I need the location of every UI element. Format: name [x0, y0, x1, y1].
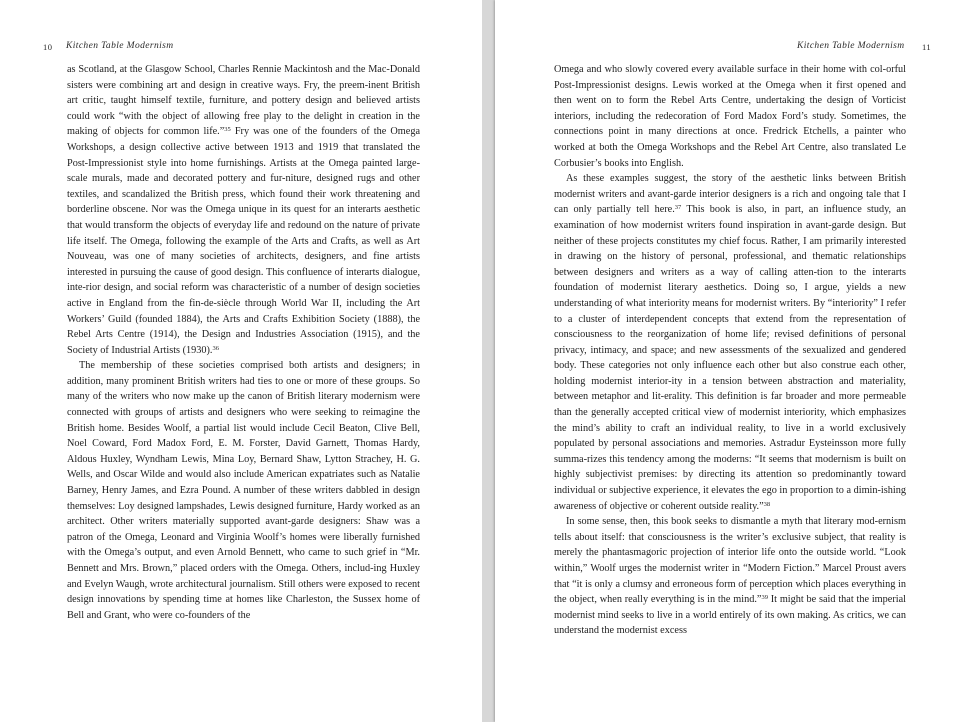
paragraph [554, 171, 906, 514]
text-run: as Scotland, at the Glasgow School, Charles Rennie Mackintosh and the Mac-Donald sisters were combining art and design in creative ways. Fry, the preem-inent British art critic, taught himself textile, furniture, and pottery design and believed artists could work “with the object of allowing free play to the delight in creation in the making of objects for common life.” [67, 64, 420, 138]
text-run: As these examples suggest, the story of the aesthetic links between British modernist writers and avant-garde interior designers is a rich and ongoing tale that I can only partially tell here. [554, 173, 906, 216]
page-gutter [482, 0, 495, 722]
footnote-marker: 35 [224, 126, 231, 134]
paragraph [554, 514, 906, 639]
footnote-marker: 37 [674, 204, 682, 212]
footnote-marker: 38 [763, 500, 771, 508]
text-run: This book is also, in part, an influence study, an examination of how modernist writers found inspiration in avant-garde design. But neither of these projects constitutes my chief focus. Rather, I am primarily interested in drawing on the history of personal, professional, and thematic relationships between designers and writers as a way of calling atten-tion to the interarts foundation of modernist literary aesthetics. Doing so, I argue, yields a new understanding of what interiority means for modernist writers. By “interiority” I refer to a cluster of interdependent concepts that extend from the representation of consciousness to the reorganization of home life; revised definitions of personal privacy, intimacy, and space; and new assessments of the sexualized and gendered body. These categories not only influence each other but also construe each other, holding modernist interior-ity in a tension between abstraction and materiality, between metaphor and lit-erality. This definition is far broader and more permeable than the generally accepted critical view of modernist interiority, which emphasizes the mind’s ability to craft an individual reality, to live in a world exclusively populated by personal associations and memories. Astradur Eysteinsson more fully summa-rizes this tendency among the moderns: “It seems that modernism is built on highly subjectivist premises: by directing its attention so predominantly toward individual or subjective experience, it elevates the ego in proportion to a dimin-ishing awareness of objective or coherent outside reality.” [554, 204, 906, 512]
running-title: Kitchen Table Modernism [66, 41, 174, 51]
text-run: Fry was one of the founders of the Omega Workshops, a design collective active between 1913 and 1919 that translated the Post-Impressionist style into home furnishings. Artists at the Omega painted large-scale murals, made and decorated pottery and fur-niture, designed rugs and other textiles, and scandalized the British press, which found their work threatening and borderline obscene. Nor was the Omega unique in its quest for an interarts aesthetic that would transform the objects of everyday life and redound on the nature of private life itself. The Omega, following the example of the Arts and Crafts, as well as Art Nouveau, was one of many societies of architects, designers, and fine artists interested in pursuing the cause of good design. This confluence of interarts dialogue, inte-rior design, and social reform was characteristic of a number of design societies active in England from the fin-de-siècle through World War II, including the Art Workers’ Guild (founded 1884), the Arts and Crafts Exhibition Society (1888), the Rebel Arts Centre (1914), the Design and Industries Association (1915), and the Society of Industrial Artists (1930). [67, 126, 420, 356]
left-page [0, 0, 482, 722]
body-text [67, 62, 420, 623]
running-title: Kitchen Table Modernism [797, 41, 905, 51]
paragraph [67, 62, 420, 358]
body-text [554, 62, 906, 639]
paragraph [554, 62, 906, 171]
text-run: It might be said that the imperial modernist mind seeks to live in a world entirely of its own making. As critics, we can understand the modernist excess [554, 594, 906, 637]
page-number: 10 [43, 42, 53, 52]
right-page [495, 0, 978, 722]
footnote-marker: 36 [212, 344, 219, 352]
text-run: Omega and who slowly covered every available surface in their home with col-orful Post-Impressionist designs. Lewis worked at the Omega when it first opened and then went on to form the Rebel Arts Centre, undertaking the design of Vorticist interiors, including the redecoration of Ford Madox Ford’s study. Sometimes, the connections point in many directions at once. Fredrick Etchells, a painter who worked at both the Omega Workshops and the Rebel Art Centre, also translated Le Corbusier’s books into English. [554, 64, 906, 169]
paragraph [67, 358, 420, 623]
text-run: In some sense, then, this book seeks to dismantle a myth that literary mod-ernism tells about itself: that consciousness is the writer’s exclusive subject, that reality is merely the phantasmagoric projection of interior life onto the outside world. “Look within,” Woolf urges the modernist writer in “Modern Fiction.” Marcel Proust avers that “it is only a clumsy and erroneous form of perception which places everything in the object, when really everything is in the mind.” [554, 516, 906, 606]
text-run: The membership of these societies comprised both artists and designers; in addition, many prominent British writers had ties to one or more of these groups. So many of the writers who now make up the canon of British literary modernism were connected with groups of artists and designers who were seeking to reimagine the British home. Besides Woolf, a partial list would include Cecil Beaton, Clive Bell, Noel Coward, Ford Madox Ford, E. M. Forster, David Garnett, Thomas Hardy, Aldous Huxley, Wyndham Lewis, Mina Loy, Bernard Shaw, Lytton Strachey, H. G. Wells, and Oscar Wilde and would also include American expatriates such as Natalie Barney, Henry James, and Ezra Pound. A number of these writers dabbled in design themselves: Loy designed lampshades, Lewis designed furniture, Hardy worked as an architect. Other writers materially supported avant-garde designers: Shaw was a patron of the Omega, Leonard and Virginia Woolf’s homes were liberally furnished with the Omega’s output, and even Arnold Bennett, who came to such grief in “Mr. Bennett and Mrs. Brown,” placed orders with the Omega. Others, includ-ing Huxley and Evelyn Waugh, wrote architectural journalism. Still others were exposed to recent design innovations by spending time at homes like Charleston, the Sussex home of Bell and Grant, who were co-founders of the [67, 360, 420, 621]
footnote-marker: 39 [761, 594, 768, 602]
page-number: 11 [922, 42, 932, 52]
